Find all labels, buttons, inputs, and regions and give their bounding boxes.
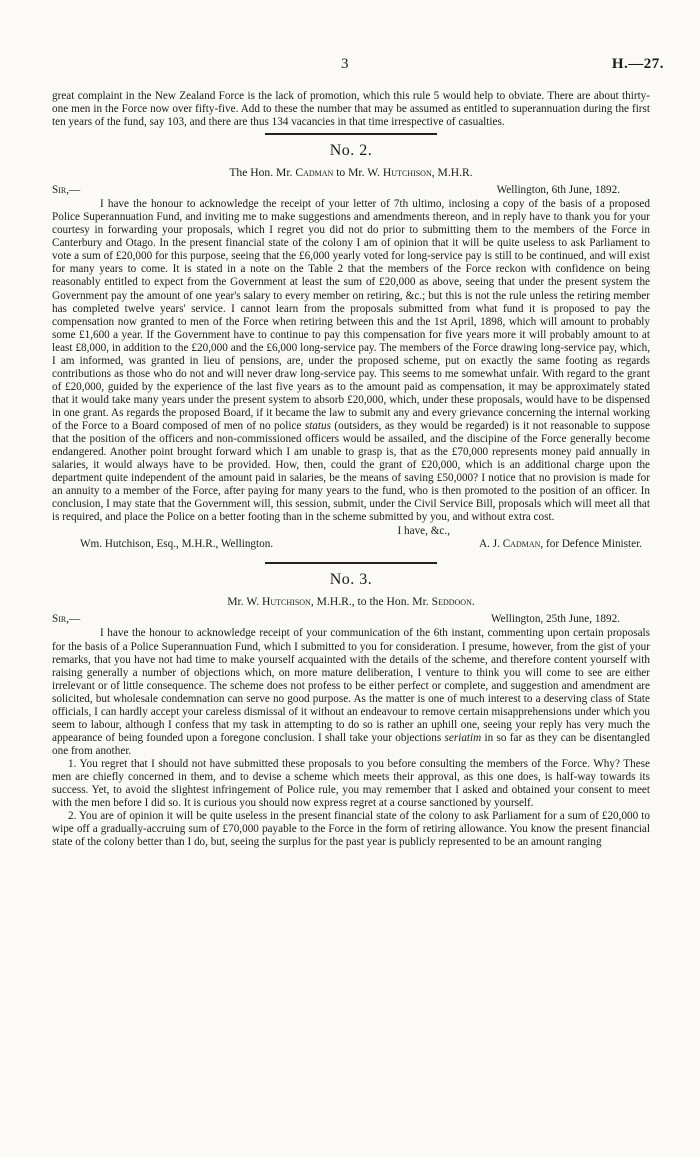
document-reference: H.—27. bbox=[611, 56, 664, 72]
letter-number: No. 2. bbox=[329, 142, 373, 160]
intro-paragraph: great complaint in the New Zealand Force is the lack of promotion, which this rule 5 would help to obviate. There are about thirty-one men in the Force now over fifty-five. Add to these the number that may be assumed as entitled to superannuation during the first ten years of the fund, say 103, and there are thus 134 vacancies in that time irrespective of casualties. bbox=[52, 90, 650, 129]
letter-heading: Mr. W. Hutchison, M.H.R., to the Hon. Mr. Seddoon. bbox=[227, 595, 475, 609]
signature: A. J. Cadman, for Defence Minister. bbox=[479, 538, 642, 551]
numbered-point: 1. You regret that I should not have submitted these proposals to you before consulting the members of the Force. Why? These men are chiefly concerned in them, and to devise a scheme which meets their approval, as this one does, is half-way towards its success. Yet, to avoid the slightest infringement of Police rule, you may remember that I asked and obtained your consent to meet with the men before I did so. It is curious you should now express regret at a course sanctioned by yourself. bbox=[52, 757, 650, 810]
letter-3 bbox=[52, 571, 650, 849]
sender-name: Cadman bbox=[295, 166, 334, 180]
letter-body: I have the honour to acknowledge receipt of your communication of the 6th instant, commenting upon certain proposals for the basis of a Police Superannuation Fund, which I submitted to you for consideration. I presume, however, from the gist of your remarks, that you have not had time to make yourself acquainted with the details of the scheme, and therefore content yourself with raising generally a number of objections which, on more mature deliberation, I venture to think you will come to see are either irrelevant or of little consequence. The scheme does not profess to be either perfect or complete, and suggestion and amendment are solicited, but wholesale condemnation can serve no good purpose. As the matter is one of much interest to a deserving class of State officials, I can hardly accept your careless dismissal of it without an endeavour to remove certain misapprehensions under which you seem to labour, although I confess that my task in attempting to do so is rather an uphill one, seeing your reply has very much the appearance of being founded upon a foregone conclusion. I shall take your objections seriatim in so far as they can be disentangled one from another. bbox=[52, 627, 650, 757]
recipient-name: Hutchison bbox=[382, 166, 432, 180]
closing: I have, &c., bbox=[397, 525, 450, 538]
salutation-row bbox=[52, 613, 650, 627]
letter-heading: The Hon. Mr. Cadman to Mr. W. Hutchison, M.H.R. bbox=[229, 166, 473, 180]
salutation: Sir,— bbox=[52, 184, 81, 197]
signature-row bbox=[52, 538, 650, 552]
letter-2 bbox=[52, 142, 650, 552]
salutation: Sir,— bbox=[52, 613, 81, 626]
page-number: 3 bbox=[341, 56, 349, 72]
page-header bbox=[0, 56, 700, 76]
numbered-point: 2. You are of opinion it will be quite useless in the present financial state of the colony to ask Parliament for a sum of £20,000 to wipe off a gradually-accruing sum of £70,000 payable to the Force in the form of retiring allowance. You know the present financial state of the colony better than I do, but, seeing the surplus for the past year is publicly represented to be an amount ranging bbox=[52, 810, 650, 849]
section-divider bbox=[265, 133, 437, 135]
document-body bbox=[52, 90, 650, 849]
recipient-name: Seddoon bbox=[431, 595, 472, 609]
dateline: Wellington, 6th June, 1892. bbox=[496, 184, 620, 197]
sender-name: Hutchison bbox=[262, 595, 311, 609]
salutation-row bbox=[52, 184, 650, 198]
section-divider bbox=[265, 562, 437, 564]
letter-body: I have the honour to acknowledge the receipt of your letter of 7th ultimo, inclosing a copy of the basis of a proposed Police Superannuation Fund, and inviting me to make suggestions and amendments thereon, and in reply have to thank you for your courtesy in forwarding your proposals, which I regret you did not do prior to submitting them to the members of the Force in Canterbury and Otago. In the present financial state of the colony I am of opinion that it will be quite useless to ask Parliament to vote a sum of £20,000 for this purpose, seeing that the £6,000 yearly voted for long-service pay is still to be continued, and will exist for many years to come. It is stated in a note on the Table 2 that the members of the Force reckon with confidence on being reasonably entitled to expect from the Government at least the sum of £20,000 as above, seeing that under the present system the Government pay the amount of one year's salary to every member on retiring, &c.; but this is not the rule unless the retiring member has completed twelve years' service. I cannot learn from the proposals submitted from what fund it is proposed to pay the compensation now granted to men of the Force when retiring between this and the 1st April, 1898, which will amount to probably some £1,600 a year. If the Government have to continue to pay this compensation for five years more it will probably amount to at least £8,000, in addition to the £20,000 and the £6,000 long-service pay. The members of the Force drawing long-service pay, which, I am informed, was granted in lieu of pensions, are, under the proposed scheme, put on exactly the same footing as regards contributions as those who do not and will never draw long-service pay. This seems to me somewhat unfair. With regard to the grant of £20,000, guided by the experience of the last five years as to the amount paid as compensation, it may be approximately stated that it would take many years under the present system to absorb £20,000, which, under these proposals, would have to be dispensed in one grant. As regards the proposed Board, if it became the law to submit any and every grievance concerning the internal working of the Force to a Board composed of men of no police status (outsiders, as they would be regarded) is it not reasonable to suppose that the position of the officers and non-commissioned officers would be assailed, and the discipine of the Force generally become endangered. Another point brought forward which I am unable to grasp is, that as the £70,000 represents money paid annually in salaries, it would always have to be provided. How, then, could the grant of £20,000, which is an additional charge upon the department quite independent of the amount paid in salaries, be the means of saving £50,000? I notice that no provision is made for an annuity to a member of the Force, after paying for many years to the fund, who is then promoted to the position of an officer. In conclusion, I may state that the Government will, this session, submit, under the Civil Service Bill, proposals which will meet all that is required, and place the Police on a better footing than in the scheme submitted by you, and without extra cost. bbox=[52, 198, 650, 524]
addressee: Wm. Hutchison, Esq., M.H.R., Wellington. bbox=[80, 538, 274, 551]
letter-number: No. 3. bbox=[329, 571, 373, 589]
dateline: Wellington, 25th June, 1892. bbox=[491, 613, 620, 626]
